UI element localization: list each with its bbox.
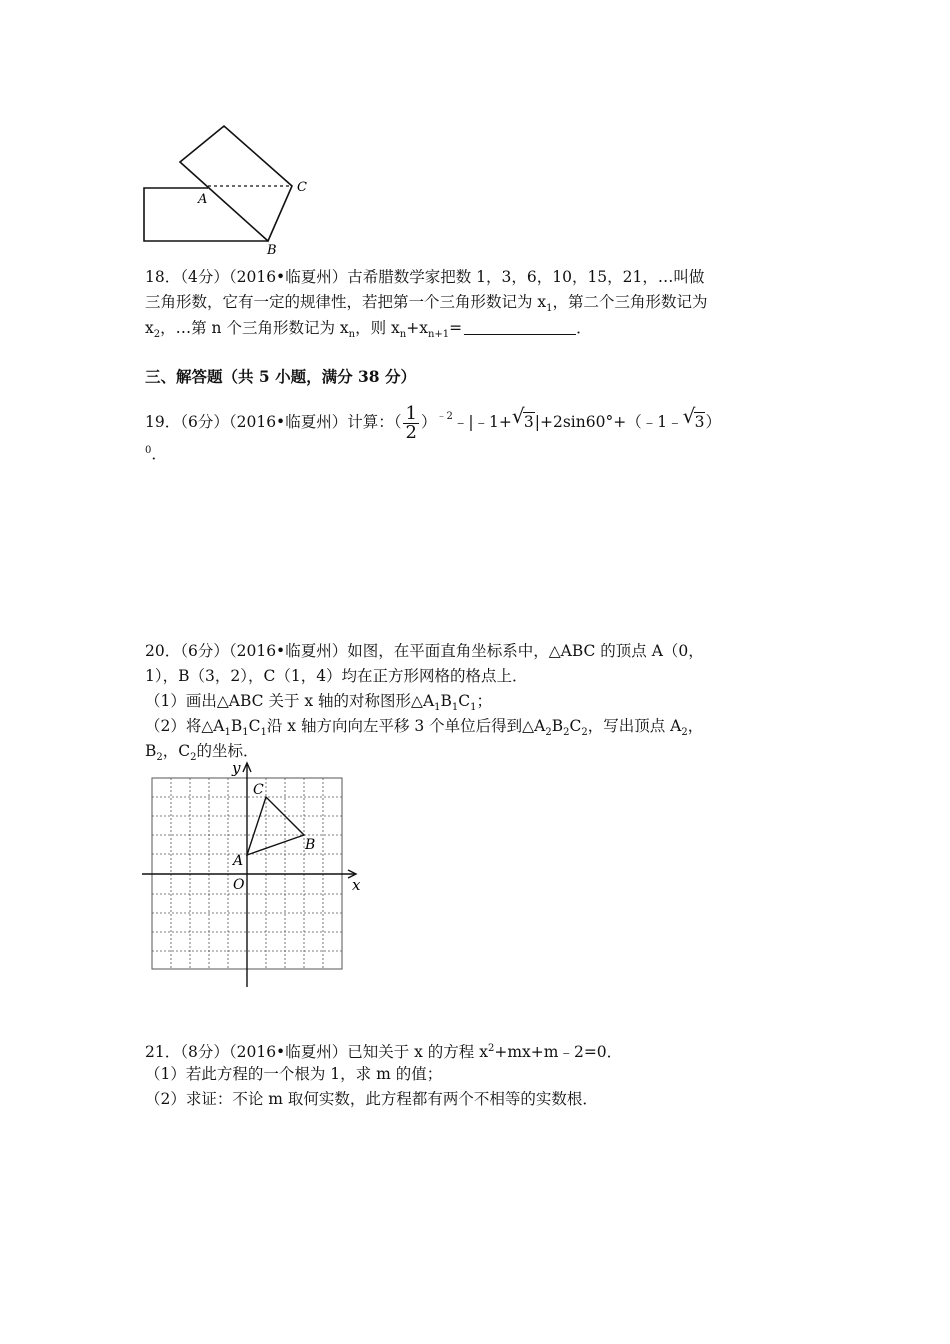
q21-source: （2016•临夏州）	[228, 1043, 348, 1062]
label-o: O	[233, 877, 245, 893]
q21-line2: （1）若此方程的一个根为 1，求 m 的值；	[145, 1065, 443, 1083]
exponent: 2	[487, 1043, 495, 1054]
q18-text3c: +x	[406, 319, 428, 337]
coordinate-grid-figure	[140, 760, 370, 992]
letter: B	[551, 717, 564, 735]
label-a: A	[233, 853, 244, 869]
triangle-abc	[247, 797, 304, 855]
q18-line2	[145, 291, 708, 320]
label-c: C	[297, 180, 307, 195]
paren: ）	[705, 413, 721, 431]
q19-expr2: |+2sin60°+（﹣1﹣	[534, 413, 683, 431]
sub: 2	[190, 752, 197, 764]
paren: ）	[420, 413, 437, 431]
q20-number: 20．	[145, 642, 181, 660]
q20-text4c: ，写出顶点 A	[587, 717, 682, 735]
q19-score: （6分）	[180, 413, 229, 431]
punct: ，	[687, 717, 704, 735]
label-a: A	[198, 192, 208, 207]
sub: n	[348, 329, 356, 341]
label-y: y	[232, 760, 241, 777]
q20-score: （6分）	[180, 642, 229, 660]
q20-line1	[145, 640, 704, 662]
sub: 1	[260, 727, 267, 739]
frac-num: 1	[405, 402, 417, 424]
q18-score: （4分）	[180, 268, 229, 286]
q21-text1b: +mx+m﹣2=0．	[494, 1043, 623, 1062]
q18-text: 古希腊数学家把数 1，3，6，10，15，21，…叫做	[347, 268, 705, 286]
sub: 2	[581, 727, 588, 739]
letter: B	[230, 717, 243, 735]
frac-den: 2	[405, 421, 417, 443]
q18-source: （2016•临夏州）	[228, 268, 348, 286]
letter: B	[440, 692, 452, 710]
sub: 1	[242, 727, 249, 739]
sub: 2	[545, 727, 552, 739]
letter: ，C	[162, 742, 191, 760]
sub: n+1	[427, 329, 450, 341]
sub: 1	[451, 702, 459, 714]
q19-number: 19．	[145, 413, 181, 431]
letter: B	[145, 742, 157, 760]
paren: （	[393, 413, 402, 431]
q19-line2	[145, 440, 167, 465]
var-x: x	[145, 319, 154, 337]
fraction-half	[403, 402, 418, 443]
sub: 1	[224, 727, 231, 739]
sqrt-3b	[683, 405, 706, 439]
sub: 2	[681, 727, 688, 739]
answer-blank[interactable]	[464, 320, 576, 335]
q18-end: ．	[576, 319, 592, 337]
label-x: x	[352, 876, 361, 894]
q19-end: ．	[151, 445, 167, 464]
q18-number: 18．	[145, 268, 181, 286]
q20-line2: 1），B（3，2），C（1，4）均在正方形网格的格点上．	[145, 667, 528, 685]
radicand: 3	[523, 413, 534, 431]
q20-text5: 的坐标．	[196, 742, 259, 760]
q19-source: （2016•临夏州）	[228, 413, 348, 431]
q18-line1	[145, 266, 704, 288]
q20-text4: （2）将△A	[145, 717, 225, 735]
label-b: B	[267, 243, 277, 258]
sub: 1	[546, 303, 553, 315]
q21-line3: （2）求证：不论 m 取何实数，此方程都有两个不相等的实数根．	[145, 1090, 598, 1108]
q19-expr1: ﹣|﹣1+	[452, 413, 512, 431]
q21-line1	[145, 1038, 622, 1063]
section-title: 三、解答题（共 5 小题，满分 38 分）	[145, 367, 416, 386]
radicand: 3	[694, 413, 705, 431]
q18-text3b: ，则 x	[355, 319, 400, 337]
radical-icon: √	[511, 404, 525, 428]
q19-prompt: 计算：	[347, 413, 394, 431]
q18-text3: ，…第 n 个三角形数记为 x	[160, 319, 349, 337]
label-c: C	[253, 782, 264, 798]
sub: 1	[434, 702, 441, 714]
letter: C	[248, 717, 261, 735]
radical-icon: √	[682, 404, 696, 428]
q18-line3	[145, 317, 592, 346]
punct: ；	[476, 692, 493, 710]
sub: 2	[156, 752, 163, 764]
q20-text4b: 沿 x 轴方向向左平移 3 个单位后得到△A	[266, 717, 546, 735]
label-b: B	[305, 837, 316, 853]
sqrt-3	[512, 405, 535, 439]
sub: 1	[470, 702, 477, 714]
q18-eq: =	[449, 319, 463, 337]
q18-text2b: ，第二个三角形数记为	[552, 293, 708, 311]
rotated-rectangle	[180, 126, 292, 241]
sub: 2	[153, 329, 161, 341]
exponent: ﹣2	[436, 411, 453, 422]
q20-text1: 如图，在平面直角坐标系中，△ABC 的顶点 A（0，	[347, 642, 704, 660]
sub: 2	[563, 727, 570, 739]
q20-text3: （1）画出△ABC 关于 x 轴的对称图形△A	[145, 692, 435, 710]
q18-text2: 三角形数，它有一定的规律性，若把第一个三角形数记为 x	[145, 293, 547, 311]
q21-score: （8分）	[180, 1043, 229, 1062]
q19-line1	[145, 400, 721, 442]
q20-source: （2016•临夏州）	[228, 642, 348, 660]
sub: n	[399, 329, 407, 341]
figure-rectangles	[140, 120, 320, 260]
exponent: 0	[145, 445, 152, 456]
q21-number: 21．	[145, 1043, 181, 1062]
q21-text1: 已知关于 x 的方程 x	[347, 1043, 488, 1062]
letter: C	[458, 692, 471, 710]
letter: C	[569, 717, 582, 735]
